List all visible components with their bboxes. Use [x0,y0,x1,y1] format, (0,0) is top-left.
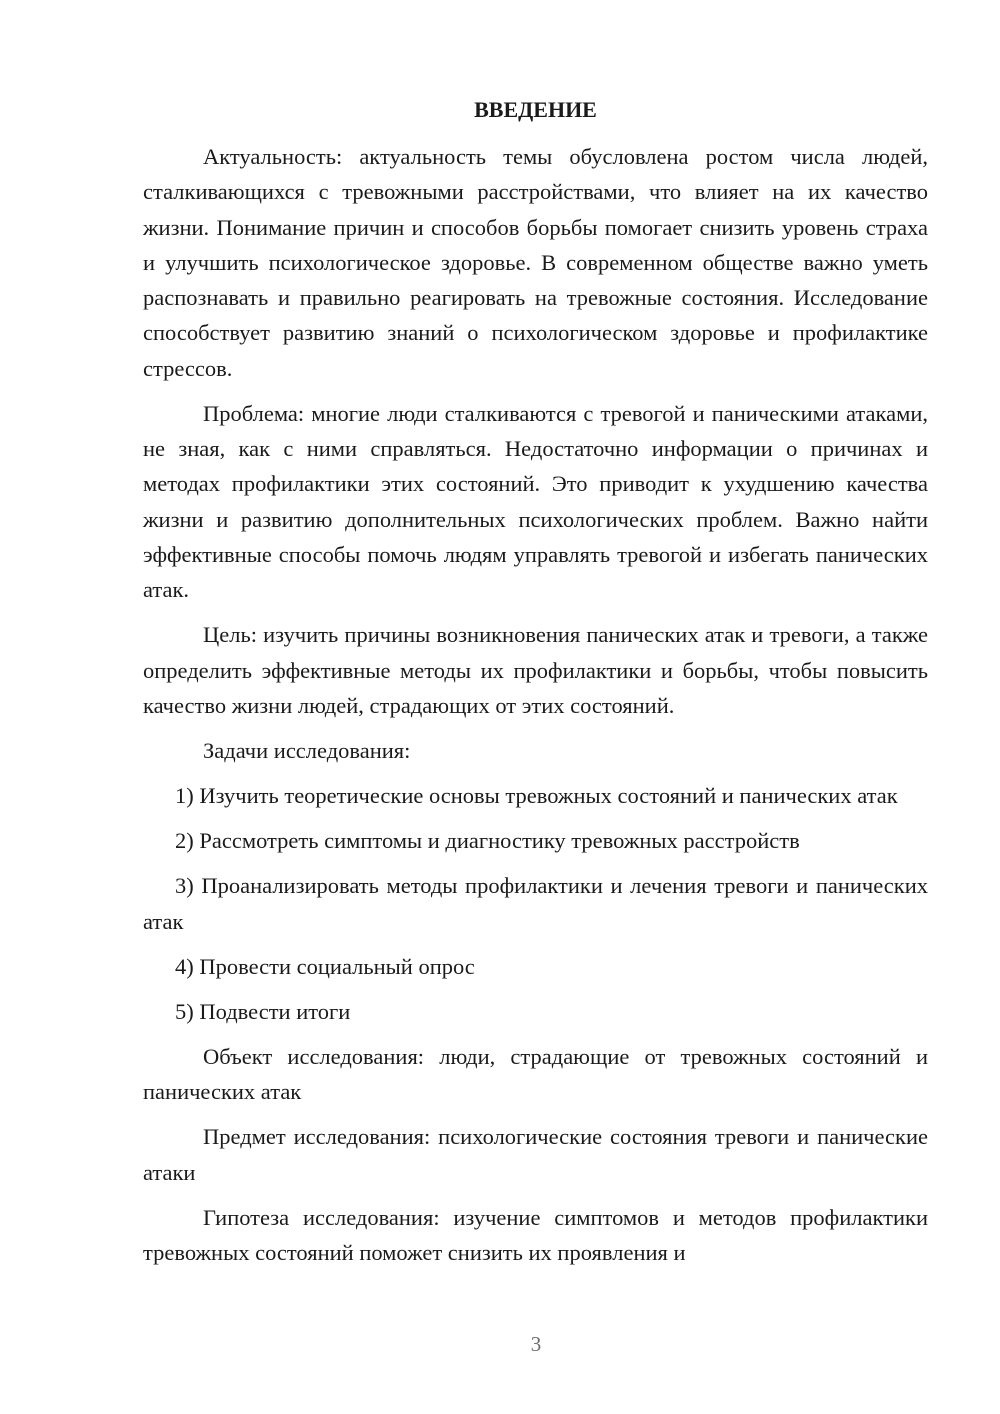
task-item: 5) Подвести итоги [175,998,351,1024]
page-title: ВВЕДЕНИЕ [474,97,597,122]
task-item: 1) Изучить теоретические основы тревожных состояний и панических атак [175,783,898,809]
page-number: 3 [530,1332,542,1356]
task-item: 4) Провести социальный опрос [175,953,475,979]
task-item: 2) Рассмотреть симптомы и диагностику тревожных расстройств [175,828,800,854]
relevance-paragraph: Актуальность: актуальность темы обусловлена ростом числа людей, сталкивающихся с тревожными расстройствами, что влияет на их качество жизни. Понимание причин и способов борьбы помогает снизить уровень страха и улучшить психологическое здоровье. В современном обществе важно уметь распознавать и правильно реагировать на тревожные состояния. Исследование способствует развитию знаний о психологическом здоровье и профилактике стрессов. [143,144,928,381]
problem-paragraph: Проблема: многие люди сталкиваются с тревогой и паническими атаками, не зная, как с ними справляться. Недостаточно информации о причинах и методах профилактики этих состояний. Это приводит к ухудшению качества жизни и развитию дополнительных психологических проблем. Важно найти эффективные способы помочь людям управлять тревогой и избегать панических атак. [143,400,928,603]
hypothesis-paragraph: Гипотеза исследования: изучение симптомов и методов профилактики тревожных состояний поможет снизить их проявления и [143,1204,928,1266]
goal-paragraph: Цель: изучить причины возникновения панических атак и тревоги, а также определить эффективные методы их профилактики и борьбы, чтобы повысить качество жизни людей, страдающих от этих состояний. [143,622,928,719]
tasks-heading: Задачи исследования: [203,738,411,764]
object-paragraph: Объект исследования: люди, страдающие от тревожных состояний и панических атак [143,1044,928,1105]
task-item: 3) Проанализировать методы профилактики и лечения тревоги и панических атак [143,873,928,934]
subject-paragraph: Предмет исследования: психологические состояния тревоги и панические атаки [143,1124,928,1185]
page-content [143,95,928,1270]
